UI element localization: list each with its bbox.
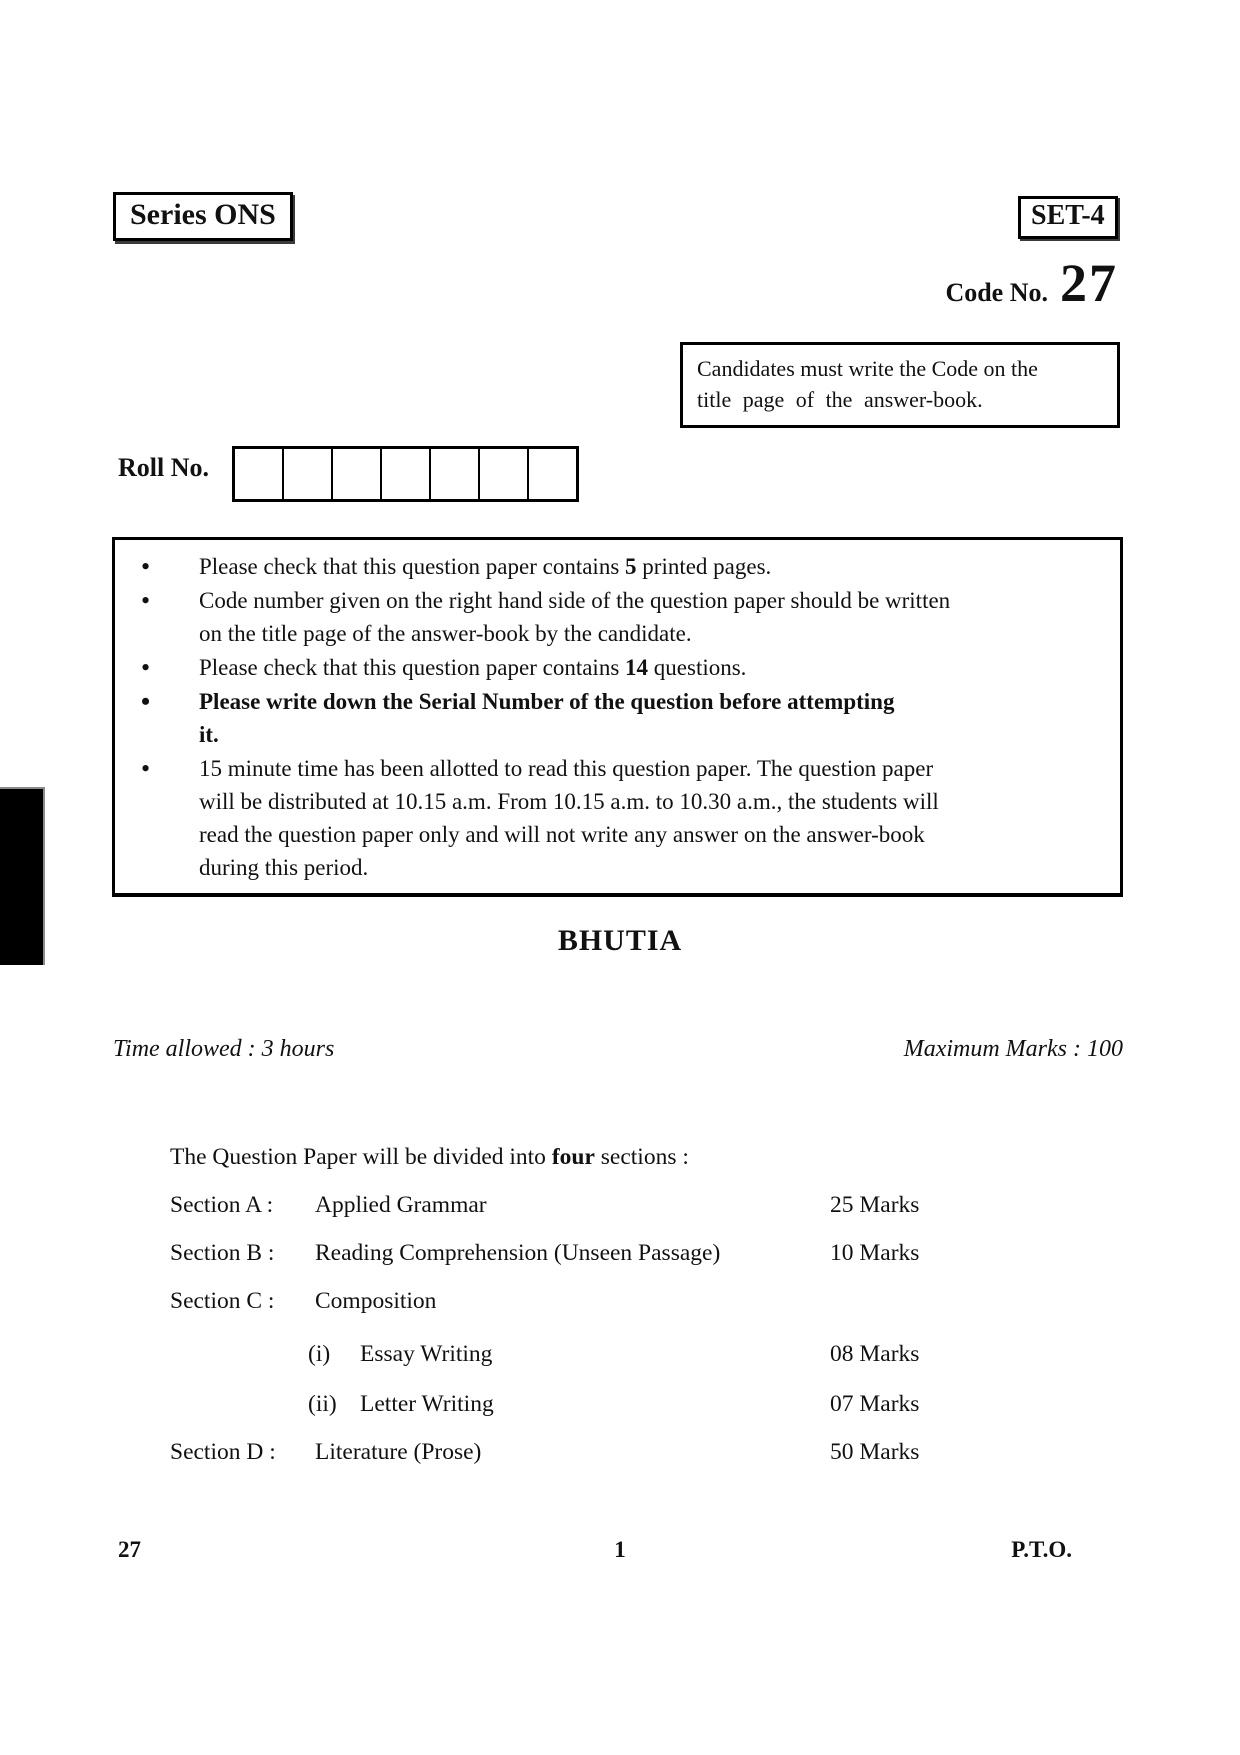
section-name: Reading Comprehension (Unseen Passage) bbox=[315, 1240, 721, 1266]
section-name: Essay Writing bbox=[360, 1341, 493, 1367]
roll-no-label: Roll No. bbox=[118, 453, 209, 482]
roll-cell bbox=[429, 449, 478, 499]
maximum-marks: Maximum Marks : 100 bbox=[903, 1036, 1123, 1062]
section-row bbox=[170, 1192, 1130, 1219]
meta-row bbox=[113, 1036, 1123, 1063]
series-label-box bbox=[113, 192, 293, 241]
section-label: Section A : bbox=[170, 1192, 274, 1218]
intro-line: The Question Paper will be divided into four sections : bbox=[170, 1144, 689, 1170]
series-label: Series ONS bbox=[130, 198, 276, 231]
section-row bbox=[170, 1439, 1130, 1466]
section-marks: 07 Marks bbox=[830, 1391, 920, 1417]
instruction-item: • 15 minute time has been allotted to read this question paper. The question paper will be distributed at 10.15 a.m. From 10.15 a.m. to 10.30 a.m., the students will read the question paper only and will not write any answer on the answer-book during this period. bbox=[115, 752, 1108, 884]
section-name: Applied Grammar bbox=[315, 1192, 487, 1218]
section-marks: 10 Marks bbox=[830, 1240, 920, 1266]
section-name: Letter Writing bbox=[360, 1391, 494, 1417]
roll-cell bbox=[380, 449, 429, 499]
roll-cell bbox=[478, 449, 527, 499]
code-no-label: Code No. bbox=[945, 278, 1048, 307]
subject-title: BHUTIA bbox=[557, 924, 683, 957]
roll-cell bbox=[282, 449, 331, 499]
set-label-box bbox=[1018, 196, 1118, 239]
section-name: Composition bbox=[315, 1288, 437, 1314]
section-marks: 25 Marks bbox=[830, 1192, 920, 1218]
code-no-value: 27 bbox=[1060, 253, 1118, 313]
section-name: Literature (Prose) bbox=[315, 1439, 482, 1465]
section-subrow bbox=[170, 1341, 1130, 1368]
roll-cell bbox=[331, 449, 380, 499]
code-notice-line: Candidates must write the Code on the bbox=[697, 356, 1038, 381]
code-number-line bbox=[945, 253, 1118, 313]
instructions-box bbox=[112, 537, 1123, 897]
section-marks: 08 Marks bbox=[830, 1341, 920, 1367]
instruction-item: • Code number given on the right hand side of the question paper should be written on the title page of the answer-book by the candidate. bbox=[115, 584, 1108, 650]
section-label: Section D : bbox=[170, 1439, 276, 1465]
footer-pto: P.T.O. bbox=[1011, 1537, 1072, 1562]
footer-page-number: 1 bbox=[614, 1537, 626, 1562]
time-allowed: Time allowed : 3 hours bbox=[113, 1036, 335, 1062]
section-sublabel: (ii) bbox=[308, 1391, 337, 1417]
section-marks: 50 Marks bbox=[830, 1439, 920, 1465]
section-subrow bbox=[170, 1391, 1130, 1418]
instruction-item: • Please write down the Serial Number of the question before attempting it. bbox=[115, 685, 1108, 751]
section-label: Section C : bbox=[170, 1288, 275, 1314]
section-sublabel: (i) bbox=[308, 1341, 331, 1367]
instructions-list bbox=[115, 550, 1108, 884]
set-label: SET-4 bbox=[1031, 200, 1105, 231]
roll-cell bbox=[235, 449, 282, 499]
section-label: Section B : bbox=[170, 1240, 275, 1266]
code-notice-box bbox=[680, 342, 1120, 428]
roll-cell bbox=[527, 449, 576, 499]
section-row bbox=[170, 1288, 1130, 1315]
instruction-item: • Please check that this question paper contains 14 questions. bbox=[115, 651, 1108, 684]
roll-no-boxes bbox=[232, 446, 579, 502]
footer-code: 27 bbox=[118, 1537, 141, 1562]
instruction-item: • Please check that this question paper contains 5 printed pages. bbox=[115, 550, 1108, 583]
section-row bbox=[170, 1240, 1130, 1267]
code-notice-line: title page of the answer-book. bbox=[697, 387, 983, 412]
